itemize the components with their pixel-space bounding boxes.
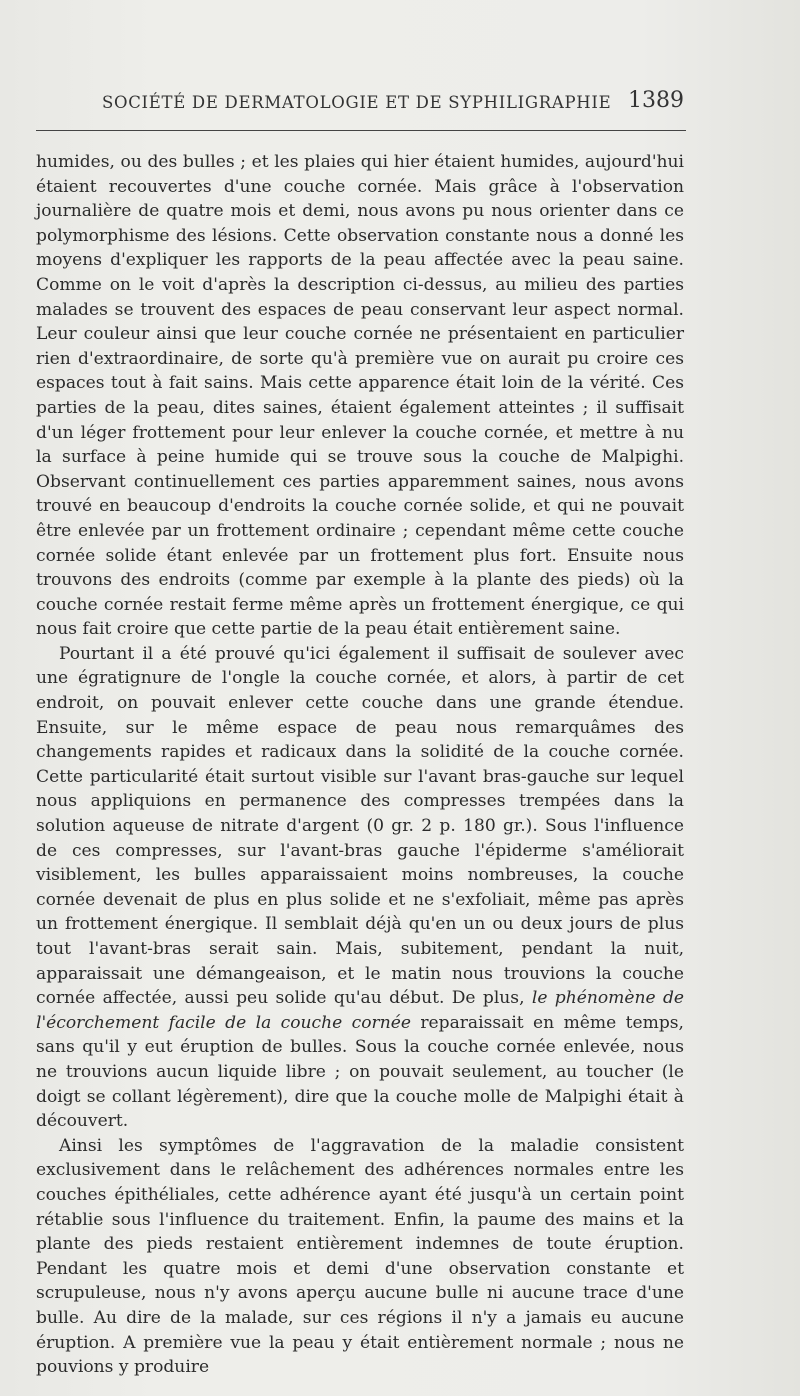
paragraph-3: Ainsi les symptômes de l'aggravation de la maladie consistent exclusivement dans le relâchement des adhérences normales entre les couches épithéliales, cette adhérence ayant été jusqu'à un certain point rétablie sous l'influence du traitement. Enfin, la paume des mains et la plante des pieds restaient entièrement indemnes de toute éruption. Pendant les quatre mois et demi d'une observation constante et scrupuleuse, nous n'y avons aperçu aucune bulle ni aucune trace d'une bulle. Au dire de la malade, sur ces régions il n'y a jamais eu aucune éruption. A première vue la peau y était entièrement normale ; nous ne pouvions y produire <box>36 1135 684 1378</box>
paragraph-2-end: reparaissait en même temps, sans qu'il y eut éruption de bulles. Sous la couche cornée enlevée, nous ne trouvions aucun liquide libre ; on pouvait seulement, au toucher (le doigt se collant légèrement), dire que la couche molle de Malpighi était à découvert. <box>36 1012 684 1132</box>
page-number: 1389 <box>628 88 684 113</box>
paragraph-2 <box>36 642 684 1134</box>
page-header <box>36 88 684 118</box>
paragraph-1: humides, ou des bulles ; et les plaies qui hier étaient humides, aujourd'hui étaient recouvertes d'une couche cornée. Mais grâce à l'observation journalière de quatre mois et demi, nous avons pu nous orienter dans ce polymorphisme des lésions. Cette observation constante nous a donné les moyens d'expliquer les rapports de la peau affectée avec la peau saine. Comme on le voit d'après la description ci-dessus, au milieu des parties malades se trouvent des espaces de peau conservant leur aspect normal. Leur couleur ainsi que leur couche cornée ne présentaient en particulier rien d'extraordinaire, de sorte qu'à première vue on aurait pu croire ces espaces tout à fait sains. Mais cette apparence était loin de la vérité. Ces parties de la peau, dites saines, étaient également atteintes ; il suffisait d'un léger frottement pour leur enlever la couche cornée, et mettre à nu la surface à peine humide qui se trouve sous la couche de Malpighi. Observant continuellement ces parties apparemment saines, nous avons trouvé en beaucoup d'endroits la couche cornée solide, et qui ne pouvait être enlevée par un frottement ordinaire ; cependant même cette couche cornée solide étant enlevée par un frottement plus fort. Ensuite nous trouvons des endroits (comme par exemple à la plante des pieds) où la couche cornée restait ferme même après un frottement énergique, ce qui nous fait croire que cette partie de la peau était entièrement saine. <box>36 152 684 640</box>
running-head: SOCIÉTÉ DE DERMATOLOGIE ET DE SYPHILIGRAPHIE <box>102 93 612 112</box>
paragraph-2-start: Pourtant il a été prouvé qu'ici également il suffisait de soulever avec une égratignure de l'ongle la couche cornée, et alors, à partir de cet endroit, on pouvait enlever cette couche dans une grande étendue. Ensuite, sur le même espace de peau nous remarquâmes des changements rapides et radicaux dans la solidité de la couche cornée. Cette particularité était surtout visible sur l'avant bras-gauche sur lequel nous appliquions en permanence des compresses trempées dans la solution aqueuse de nitrate d'argent (0 gr. 2 p. 180 gr.). Sous l'influence de ces compresses, sur l'avant-bras gauche l'épiderme s'améliorait visiblement, les bulles apparaissaient moins nombreuses, la couche cornée devenait de plus en plus solide et ne s'exfoliait, même pas après un frottement énergique. Il semblait déjà qu'en un ou deux jours de plus tout l'avant-bras serait sain. Mais, subitement, pendant la nuit, apparaissait une démangeaison, et le matin nous trouvions la couche cornée affectée, aussi peu solide qu'au début. De plus, <box>36 643 684 1009</box>
header-rule <box>36 130 686 131</box>
body-text <box>36 150 684 1380</box>
paragraph-2-italic: le phénomène de l'écorchement facile de la couche cornée <box>36 988 685 1033</box>
